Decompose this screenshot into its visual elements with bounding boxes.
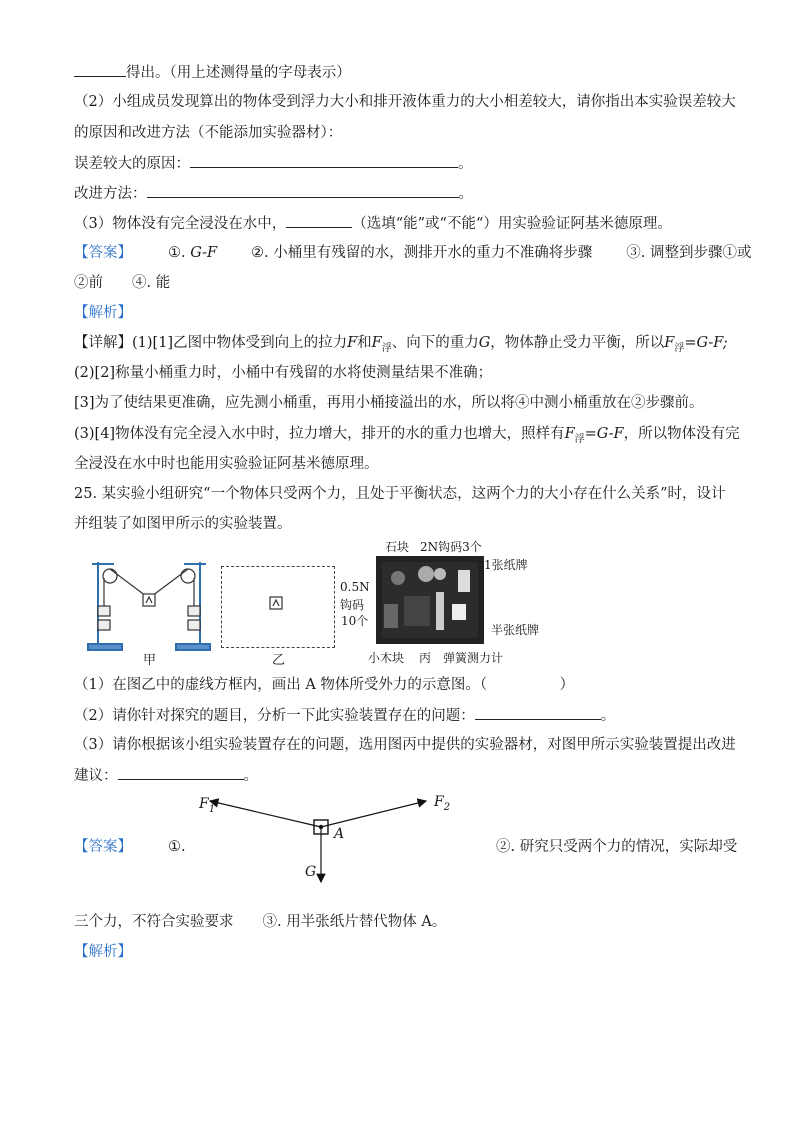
improve-method-label: 改进方法： [74, 186, 147, 202]
label-weights-05n-3: 10个 [341, 614, 369, 628]
answer-blank [286, 213, 352, 228]
force-label-f2: $F_2$ [434, 794, 451, 813]
q25-sub3: （3）请你根据该小组实验装置存在的问题，选用图丙中提供的实验器材，对图甲所示实验装置提出改进 [74, 737, 736, 753]
q25-sub3b: 建议： 。 [74, 765, 258, 786]
q24-line4: 误差较大的原因： 。 [74, 153, 473, 174]
detail-line3: [3]为了使结果更准确，应先测小桶重，再用小桶接溢出的水，所以将④中测小桶重放在②步骤前。 [74, 395, 704, 411]
detail-line4: (3)[4]物体没有完全浸入水中时，拉力增大，排开的水的重力也增大，照样有$F_浮=G-F$，所以物体没有完 [74, 426, 740, 445]
q24-line1-text: 得出。（用上述测得量的字母表示） [126, 65, 351, 81]
answer-blank [190, 153, 458, 168]
figure-bing-photo [376, 556, 484, 644]
force-diagram [196, 790, 456, 886]
label-weights-05n-1: 0.5N [340, 580, 370, 594]
analysis-tag: 【解析】 [74, 305, 132, 321]
detail-line2: (2)[2]称量小桶重力时，小桶中有残留的水将使测量结果不准确； [74, 365, 493, 381]
answer-blank [475, 705, 601, 720]
q25-answer-cont: 三个力，不符合实验要求 ③. 用半张纸片替代物体 A。 [74, 914, 447, 930]
force-label-f1: $F_1$ [199, 796, 216, 815]
detail-line5: 全浸没在水中时也能用实验验证阿基米德原理。 [74, 456, 379, 472]
analysis-tag-2: 【解析】 [74, 944, 132, 960]
q24-line5: 改进方法： 。 [74, 183, 473, 204]
answer-blank [118, 765, 244, 780]
figure-jia-label: 甲 [143, 653, 157, 668]
label-card-half: 半张纸牌 [491, 623, 540, 637]
label-wood-block: 小木块 [368, 651, 405, 665]
q25-answer-line: 【答案】 ①. [74, 839, 186, 855]
error-reason-label: 误差较大的原因： [74, 156, 190, 172]
q24-line3: 的原因和改进方法（不能添加实验器材）： [74, 125, 343, 141]
label-card-full: 1张纸牌 [484, 558, 528, 572]
q25-line2: 并组装了如图甲所示的实验装置。 [74, 516, 292, 532]
q24-line1 [74, 62, 351, 83]
label-stone: 石块 [385, 540, 410, 554]
detail-tag: 【详解】 [74, 335, 132, 351]
q25-sub1: （1）在图乙中的虚线方框内，画出 A 物体所受外力的示意图。（ ） [74, 677, 575, 693]
answer-tag: 【答案】 [74, 245, 132, 261]
label-weights-2n: 2N钩码3个 [420, 540, 482, 554]
label-spring-scale: 弹簧测力计 [443, 651, 504, 665]
q25-sub2: （2）请你针对探究的题目，分析一下此实验装置存在的问题： 。 [74, 705, 615, 726]
force-label-a: A [334, 826, 345, 842]
detail-line1: 【详解】(1)[1]乙图中物体受到向上的拉力F和$F_浮$、向下的重力G，物体静止受力平衡，所以$F_浮=G-F$; [74, 335, 728, 354]
q25-answer-2: ②. 研究只受两个力的情况，实际却受 [496, 839, 738, 855]
figure-bing-label: 丙 [419, 651, 432, 665]
q25-line1: 25. 某实验小组研究“一个物体只受两个力，且处于平衡状态，这两个力的大小存在什么关系”时，设计 [74, 486, 726, 502]
block-a-icon [269, 596, 283, 610]
figure-yi-label: 乙 [272, 653, 286, 668]
q24-line2: （2）小组成员发现算出的物体受到浮力大小和排开液体重力的大小相差较大，请你指出本实验误差较大 [74, 94, 736, 110]
equipment-photo-art [376, 556, 484, 644]
q24-answer-line2: ②前 ④. 能 [74, 275, 171, 291]
answer-blank [147, 183, 459, 198]
answer-tag: 【答案】 [74, 839, 132, 855]
force-label-g: G [305, 864, 317, 880]
answer-blank [74, 62, 126, 77]
label-weights-05n-2: 钩码 [340, 598, 365, 612]
q24-line6: （3）物体没有完全浸没在水中， （选填“能”或“不能“）用实验验证阿基米德原理。 [74, 213, 672, 234]
q24-answer-line: 【答案】 ①. G-F ②. 小桶里有残留的水，测排开水的重力不准确将步骤 ③. 调整到步骤①或 [74, 245, 752, 261]
